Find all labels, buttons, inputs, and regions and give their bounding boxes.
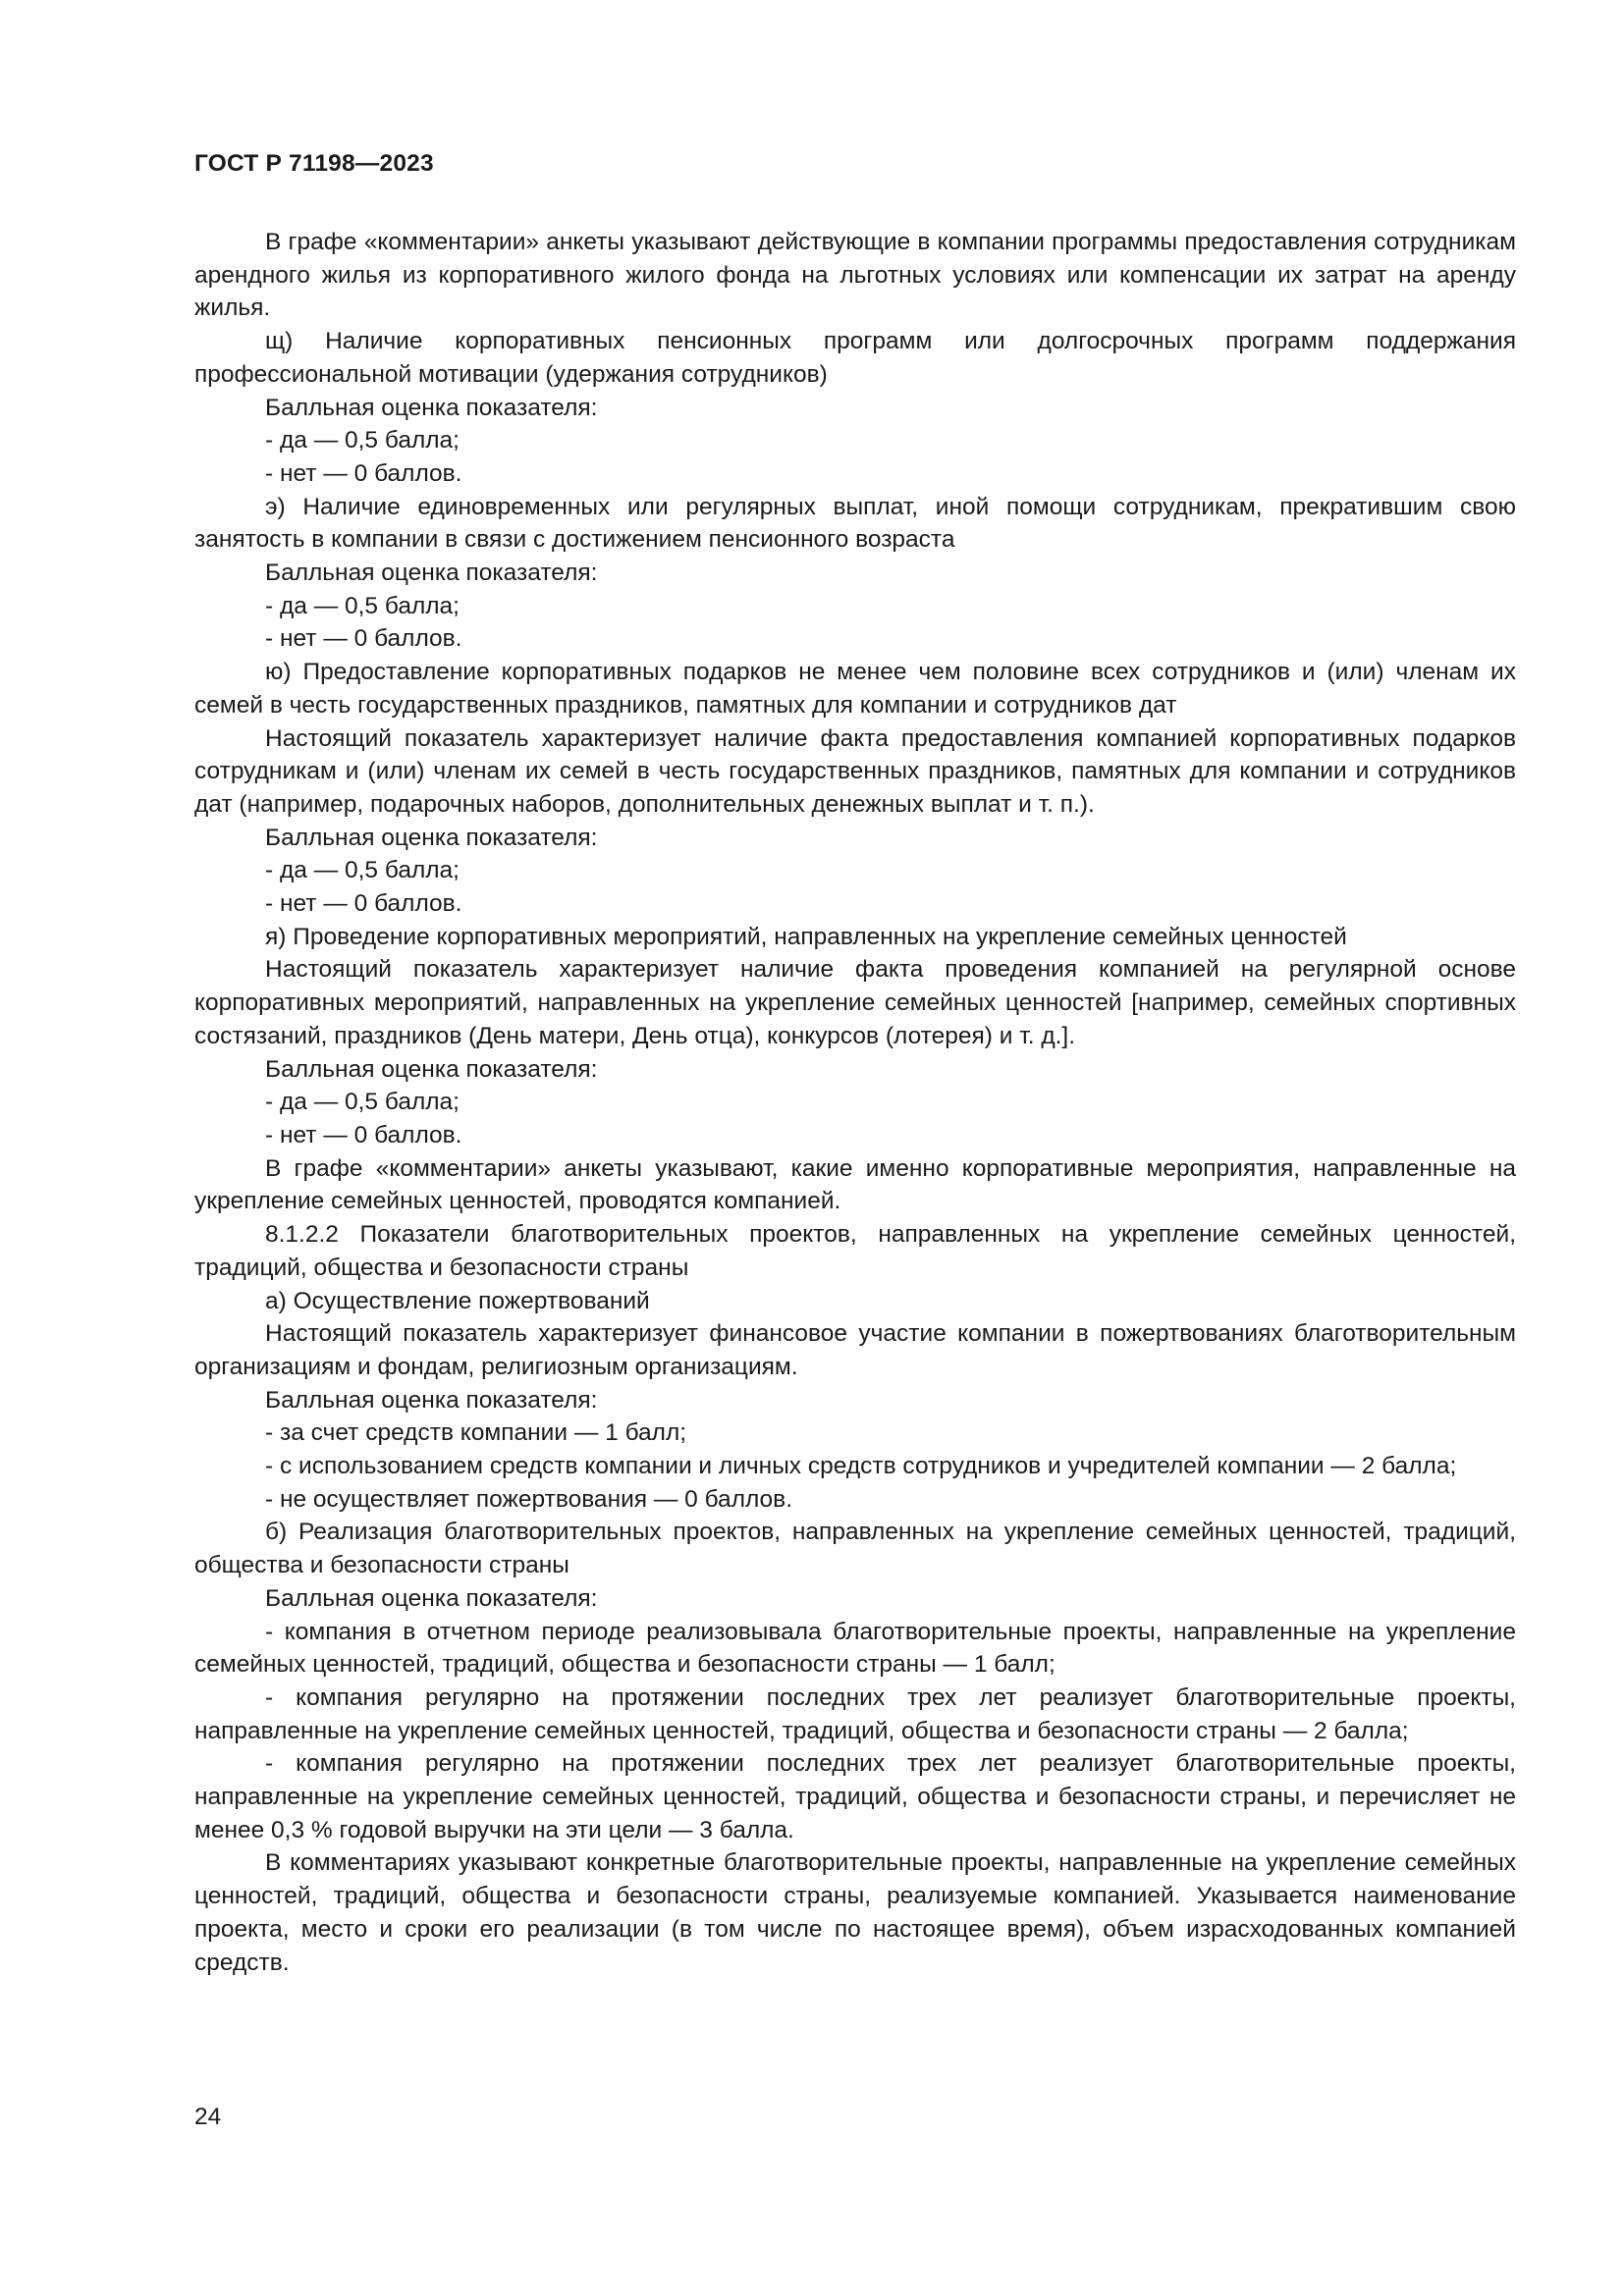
paragraph: Настоящий показатель характеризует наличие факта предоставления компанией корпоративных подарков сотрудникам и (или) членам их семей в честь государственных праздников, памятных для компании и сотрудников дат (например, подарочных наборов, дополнительных денежных выплат и т. п.). xyxy=(194,724,1516,818)
list-item: - да — 0,5 балла; xyxy=(265,592,460,619)
paragraph: Настоящий показатель характеризует финансовое участие компании в пожертвованиях благотворительным организациям и фондам, религиозным организациям. xyxy=(194,1320,1516,1380)
paragraph: В графе «комментарии» анкеты указывают, какие именно корпоративные мероприятия, направленные на укрепление семейных ценностей, проводятся компанией. xyxy=(194,1154,1516,1215)
paragraph: б) Реализация благотворительных проектов, направленных на укрепление семейных ценностей, традиций, общества и безопасности страны xyxy=(194,1519,1516,1579)
document-body xyxy=(194,226,1516,1979)
list-item: - нет — 0 баллов. xyxy=(265,1121,462,1148)
paragraph: Балльная оценка показателя: xyxy=(265,824,598,851)
paragraph: Балльная оценка показателя: xyxy=(265,1386,598,1414)
list-item: - компания регулярно на протяжении последних трех лет реализует благотворительные проекты, направленные на укрепление семейных ценностей, традиций, общества и безопасности страны, и перечисляет не менее 0,3 % годовой выручки на эти цели — 3 балла. xyxy=(194,1750,1516,1843)
page-number: 24 xyxy=(194,2104,222,2130)
list-item: - да — 0,5 балла; xyxy=(265,857,460,884)
list-item: - за счет средств компании — 1 балл; xyxy=(265,1419,687,1447)
paragraph: а) Осуществление пожертвований xyxy=(265,1287,650,1314)
list-item: - не осуществляет пожертвования — 0 баллов. xyxy=(265,1485,793,1513)
list-item: - да — 0,5 балла; xyxy=(265,427,460,454)
paragraph: Балльная оценка показателя: xyxy=(265,1584,598,1612)
paragraph: Балльная оценка показателя: xyxy=(265,1055,598,1083)
standard-code-header: ГОСТ Р 71198—2023 xyxy=(194,150,434,177)
paragraph: В графе «комментарии» анкеты указывают действующие в компании программы предоставления сотрудникам арендного жилья из корпоративного жилого фонда на льготных условиях или компенсации их затрат на аренду жилья. xyxy=(194,229,1516,322)
list-item: - нет — 0 баллов. xyxy=(265,625,462,653)
list-item: - да — 0,5 балла; xyxy=(265,1089,460,1116)
paragraph: э) Наличие единовременных или регулярных выплат, иной помощи сотрудникам, прекратившим свою занятость в компании в связи с достижением пенсионного возраста xyxy=(194,493,1516,554)
list-item: - компания в отчетном периоде реализовывала благотворительные проекты, направленные на укрепление семейных ценностей, традиций, общества и безопасности страны — 1 балл; xyxy=(194,1618,1516,1679)
list-item: - нет — 0 баллов. xyxy=(265,459,462,487)
paragraph: я) Проведение корпоративных мероприятий, направленных на укрепление семейных ценностей xyxy=(265,923,1347,950)
list-item: - с использованием средств компании и личных средств сотрудников и учредителей компании — 2 балла; xyxy=(265,1453,1457,1480)
list-item: - нет — 0 баллов. xyxy=(265,890,462,918)
section-heading: 8.1.2.2 Показатели благотворительных проектов, направленных на укрепление семейных ценностей, традиций, общества и безопасности страны xyxy=(194,1221,1516,1281)
list-item: - компания регулярно на протяжении последних трех лет реализует благотворительные проекты, направленные на укрепление семейных ценностей, традиций, общества и безопасности страны — 2 балла; xyxy=(194,1683,1516,1744)
paragraph: Настоящий показатель характеризует наличие факта проведения компанией на регулярной основе корпоративных мероприятий, направленных на укрепление семейных ценностей [например, семейных спортивных состязаний, праздников (День матери, День отца), конкурсов (лотерея) и т. д.]. xyxy=(194,956,1516,1049)
paragraph: Балльная оценка показателя: xyxy=(265,394,598,421)
paragraph: Балльная оценка показателя: xyxy=(265,560,598,587)
paragraph: щ) Наличие корпоративных пенсионных программ или долгосрочных программ поддержания профессиональной мотивации (удержания сотрудников) xyxy=(194,328,1516,388)
paragraph: ю) Предоставление корпоративных подарков не менее чем половине всех сотрудников и (или) членам их семей в честь государственных праздников, памятных для компании и сотрудников дат xyxy=(194,659,1516,719)
paragraph: В комментариях указывают конкретные благотворительные проекты, направленные на укрепление семейных ценностей, традиций, общества и безопасности страны, реализуемые компанией. Указывается наименование проекта, место и сроки его реализации (в том числе по настоящее время), объем израсходованных компанией средств. xyxy=(194,1849,1516,1976)
